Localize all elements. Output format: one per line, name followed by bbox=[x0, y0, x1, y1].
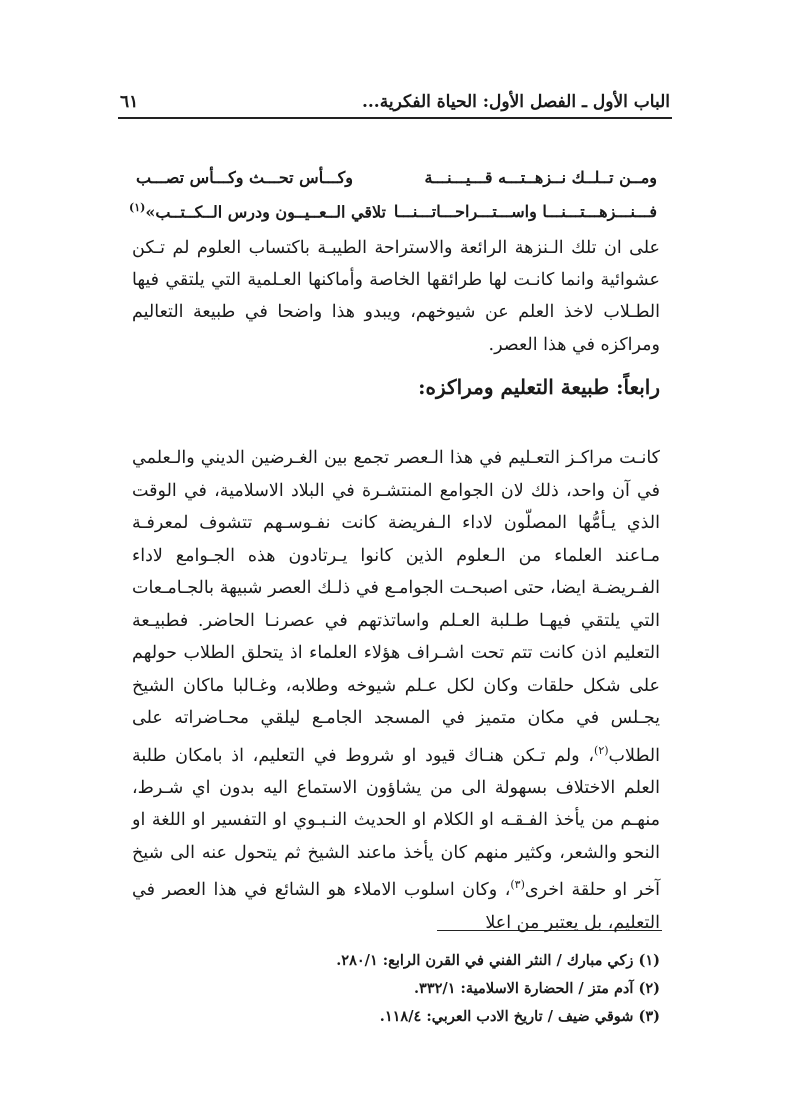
footnote-marker: (٢) bbox=[594, 743, 609, 757]
footnotes bbox=[200, 947, 660, 1031]
running-title: الباب الأول ـ الفصل الأول: الحياة الفكرية... bbox=[361, 92, 670, 112]
footnote: (٣) شوقي ضيف / تاريخ الادب العربي: ١١٨/٤. bbox=[379, 1008, 660, 1025]
paragraph: على ان تلك الـنزهة الرائعة والاستراحة الطيبـة باكتساب العلوم لم تـكن عشوائية وانما كانـت لها طرائقها الخاصة وأماكنها العـلمية التي يلتقي فيها الطـلاب لاخذ العلم عن شيوخهم، ويبدو هذا واضحا في طبيعة التعاليم ومراكزه في هذا العصر. bbox=[132, 238, 660, 355]
paragraph-text: ، ولم تـكن هنـاك قيود او شروط في التعليم، اذ بامكان طلبة العلم الاختلاف بسهولة الى من يشاؤون الاستماع اليه بدون اي شـرط، منهـم من يأخذ الفـقـه او الكلام او الحديث النـبـوي او التفسير او اللغة او النحو والشعر، وكثير منهم كان يأخذ ماعند الشيخ ثم يتحول عنه الى شيخ آخر او حلقة اخرى bbox=[132, 745, 660, 901]
footnote-marker: (١) bbox=[129, 200, 146, 214]
verse-hemistich-right: فـــنـــزهـــتـــنـــا واســـتـــراحـــاتـــنـــا bbox=[393, 201, 657, 221]
footnote: (١) زكي مبارك / النثر الفني في القرن الرابع: ٢٨٠/١. bbox=[336, 952, 660, 969]
verse-line bbox=[136, 160, 657, 194]
running-header bbox=[120, 84, 670, 112]
verse-hemistich-left bbox=[129, 200, 386, 222]
poem-verses bbox=[129, 160, 657, 228]
verse-hemistich-left: وكـــأس تحـــث وكـــأس تصـــب bbox=[136, 167, 353, 187]
verse-line bbox=[129, 194, 657, 228]
footnote: (٢) آدم متز / الحضارة الاسلامية: ٣٣٢/١. bbox=[413, 980, 660, 997]
verse-hemistich-right: ومــن تــلــك نــزهــتـــه قـــيـــنـــة bbox=[424, 167, 657, 187]
section-heading: رابعاً: طبيعة التعليم ومراكزه: bbox=[418, 375, 660, 399]
paragraph-text: كانـت مراكـز التعـليم في هذا الـعصر تجمع بين الغـرضين الديني والـعلمي في آن واحد، ذلك لان الجوامع المنتشـرة في البلاد الاسلامية، في الوقت الذي يـأمُّها المصلّون لاداء الـفريضة كانت نفـوسـهم تتشوف لمعرفـة مـاعند العلماء من الـعلوم الذين كانوا يـرتادون هذه الجـوامع لاداء الفـريضـة ايضا، حتى اصبحـت الجوامـع في ذلـك العصر شبيهة بالجـامـعات التي يلتقي فيهـا طـلبة العـلم واساتذتهم في عصرنـا الحاضر. فطبيـعة التعليم اذن كانت تتم تحت اشـراف هؤلاء العلماء اذ يتحلق الطلاب حولهم على شكل حلقات وكان لكل عـلم شيوخه وطلابه، وغـالبا ماكان الشيخ يجـلس في مكان متميز في المسجد الجامـع ليلقي محـاضراته على الطلاب bbox=[132, 448, 660, 766]
header-rule bbox=[118, 117, 672, 119]
verse-hemistich-text: تلاقي الــعــيــون ودرس الــكــتــب» bbox=[145, 202, 386, 222]
footnote-rule bbox=[437, 930, 662, 931]
paragraph bbox=[132, 442, 660, 939]
paragraph-text: ، وكان اسلوب الاملاء هو الشائع في هذا العصر في التعليم، بل يعتبر من اعلا bbox=[132, 880, 660, 933]
page-number: ٦١ bbox=[120, 92, 139, 112]
footnote-marker: (٣) bbox=[510, 878, 525, 892]
